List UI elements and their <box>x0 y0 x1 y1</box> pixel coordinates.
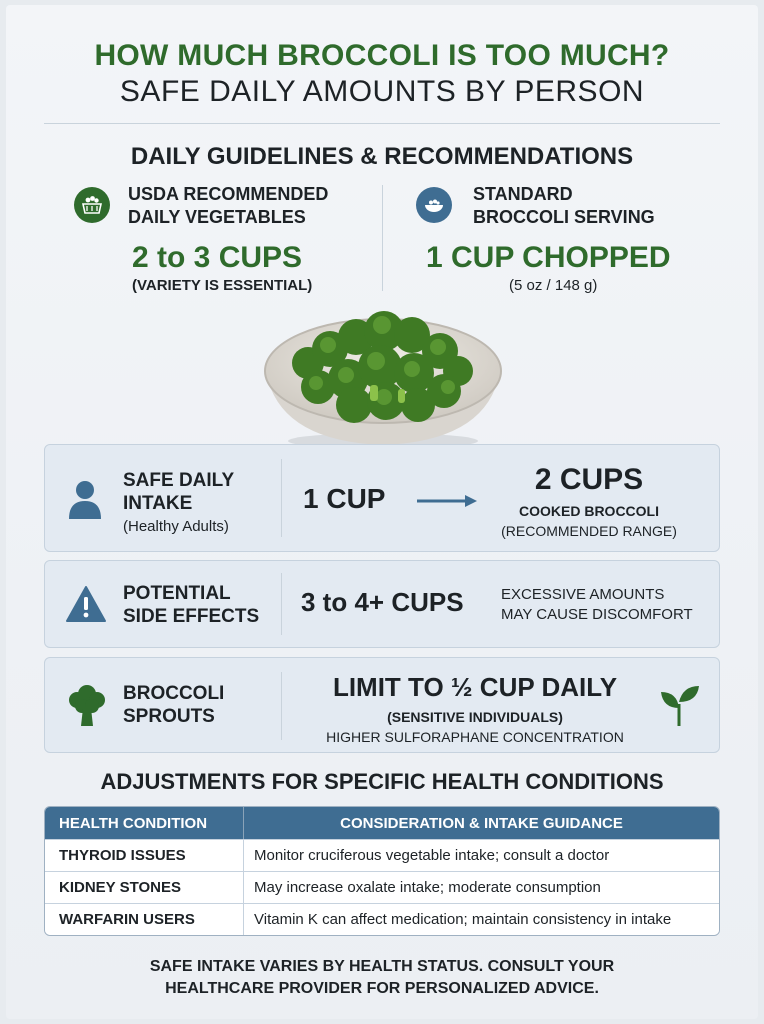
usda-note: (VARIETY IS ESSENTIAL) <box>132 277 313 294</box>
guidance-cell: Vitamin K can affect medication; maintain consistency in intake <box>243 903 719 935</box>
footer-disclaimer: SAFE INTAKE VARIES BY HEALTH STATUS. CONSULT YOUR HEALTHCARE PROVIDER FOR PERSONALIZED ADVICE. <box>149 958 615 997</box>
intake-note: COOKED BROCCOLI (RECOMMENDED RANGE) <box>501 503 677 539</box>
conditions-table <box>44 806 720 936</box>
table-row <box>45 871 719 903</box>
vegetable-basket-icon <box>74 187 110 223</box>
panel-divider <box>281 573 282 635</box>
title-line-2: SAFE DAILY AMOUNTS BY PERSON <box>119 75 645 108</box>
sprouts-panel <box>44 657 720 753</box>
bowl-icon <box>416 187 452 223</box>
panel-divider <box>281 672 282 740</box>
condition-cell: KIDNEY STONES <box>45 871 243 903</box>
serving-note: (5 oz / 148 g) <box>509 277 598 294</box>
column-header: CONSIDERATION & INTAKE GUIDANCE <box>243 807 719 839</box>
infographic-page <box>6 5 758 1019</box>
conditions-section-title: ADJUSTMENTS FOR SPECIFIC HEALTH CONDITIONS <box>100 769 664 794</box>
usda-value: 2 to 3 CUPS <box>132 241 303 274</box>
sprouts-note: (SENSITIVE INDIVIDUALS) HIGHER SULFORAPHANE CONCENTRATION <box>326 709 624 745</box>
guidance-cell: May increase oxalate intake; moderate consumption <box>243 871 719 903</box>
side-effects-panel <box>44 560 720 648</box>
table-row <box>45 839 719 871</box>
person-icon <box>67 479 103 526</box>
guidelines-divider <box>382 185 383 291</box>
intake-to-value: 2 CUPS <box>534 463 644 496</box>
title-line-1: HOW MUCH BROCCOLI IS TOO MUCH? <box>94 39 670 72</box>
safe-intake-label: SAFE DAILY INTAKE (Healthy Adults) <box>123 470 235 535</box>
condition-cell: THYROID ISSUES <box>45 839 243 871</box>
intake-from-value: 1 CUP <box>303 483 386 514</box>
side-effects-label: POTENTIAL SIDE EFFECTS <box>123 583 260 627</box>
table-header-row <box>45 807 719 839</box>
arrow-right-icon <box>417 493 479 509</box>
table-row <box>45 903 719 935</box>
broccoli-icon <box>65 684 109 733</box>
sprouts-value: LIMIT TO ½ CUP DAILY <box>332 672 618 702</box>
broccoli-bowl-image <box>258 301 508 451</box>
sprout-icon <box>657 684 701 733</box>
serving-value: 1 CUP CHOPPED <box>426 241 671 274</box>
side-effects-value: 3 to 4+ CUPS <box>301 587 464 617</box>
sprouts-label: BROCCOLI SPROUTS <box>123 683 225 727</box>
title-divider <box>44 123 720 124</box>
guidelines-section-title: DAILY GUIDELINES & RECOMMENDATIONS <box>130 143 634 170</box>
safe-intake-panel <box>44 444 720 552</box>
serving-label: STANDARD BROCCOLI SERVING <box>473 184 655 227</box>
condition-cell: WARFARIN USERS <box>45 903 243 935</box>
panel-divider <box>281 459 282 537</box>
usda-label: USDA RECOMMENDED DAILY VEGETABLES <box>128 184 329 227</box>
column-header: HEALTH CONDITION <box>45 807 243 839</box>
guidance-cell: Monitor cruciferous vegetable intake; consult a doctor <box>243 839 719 871</box>
side-effects-note: EXCESSIVE AMOUNTS MAY CAUSE DISCOMFORT <box>501 586 693 623</box>
warning-icon <box>65 585 107 628</box>
